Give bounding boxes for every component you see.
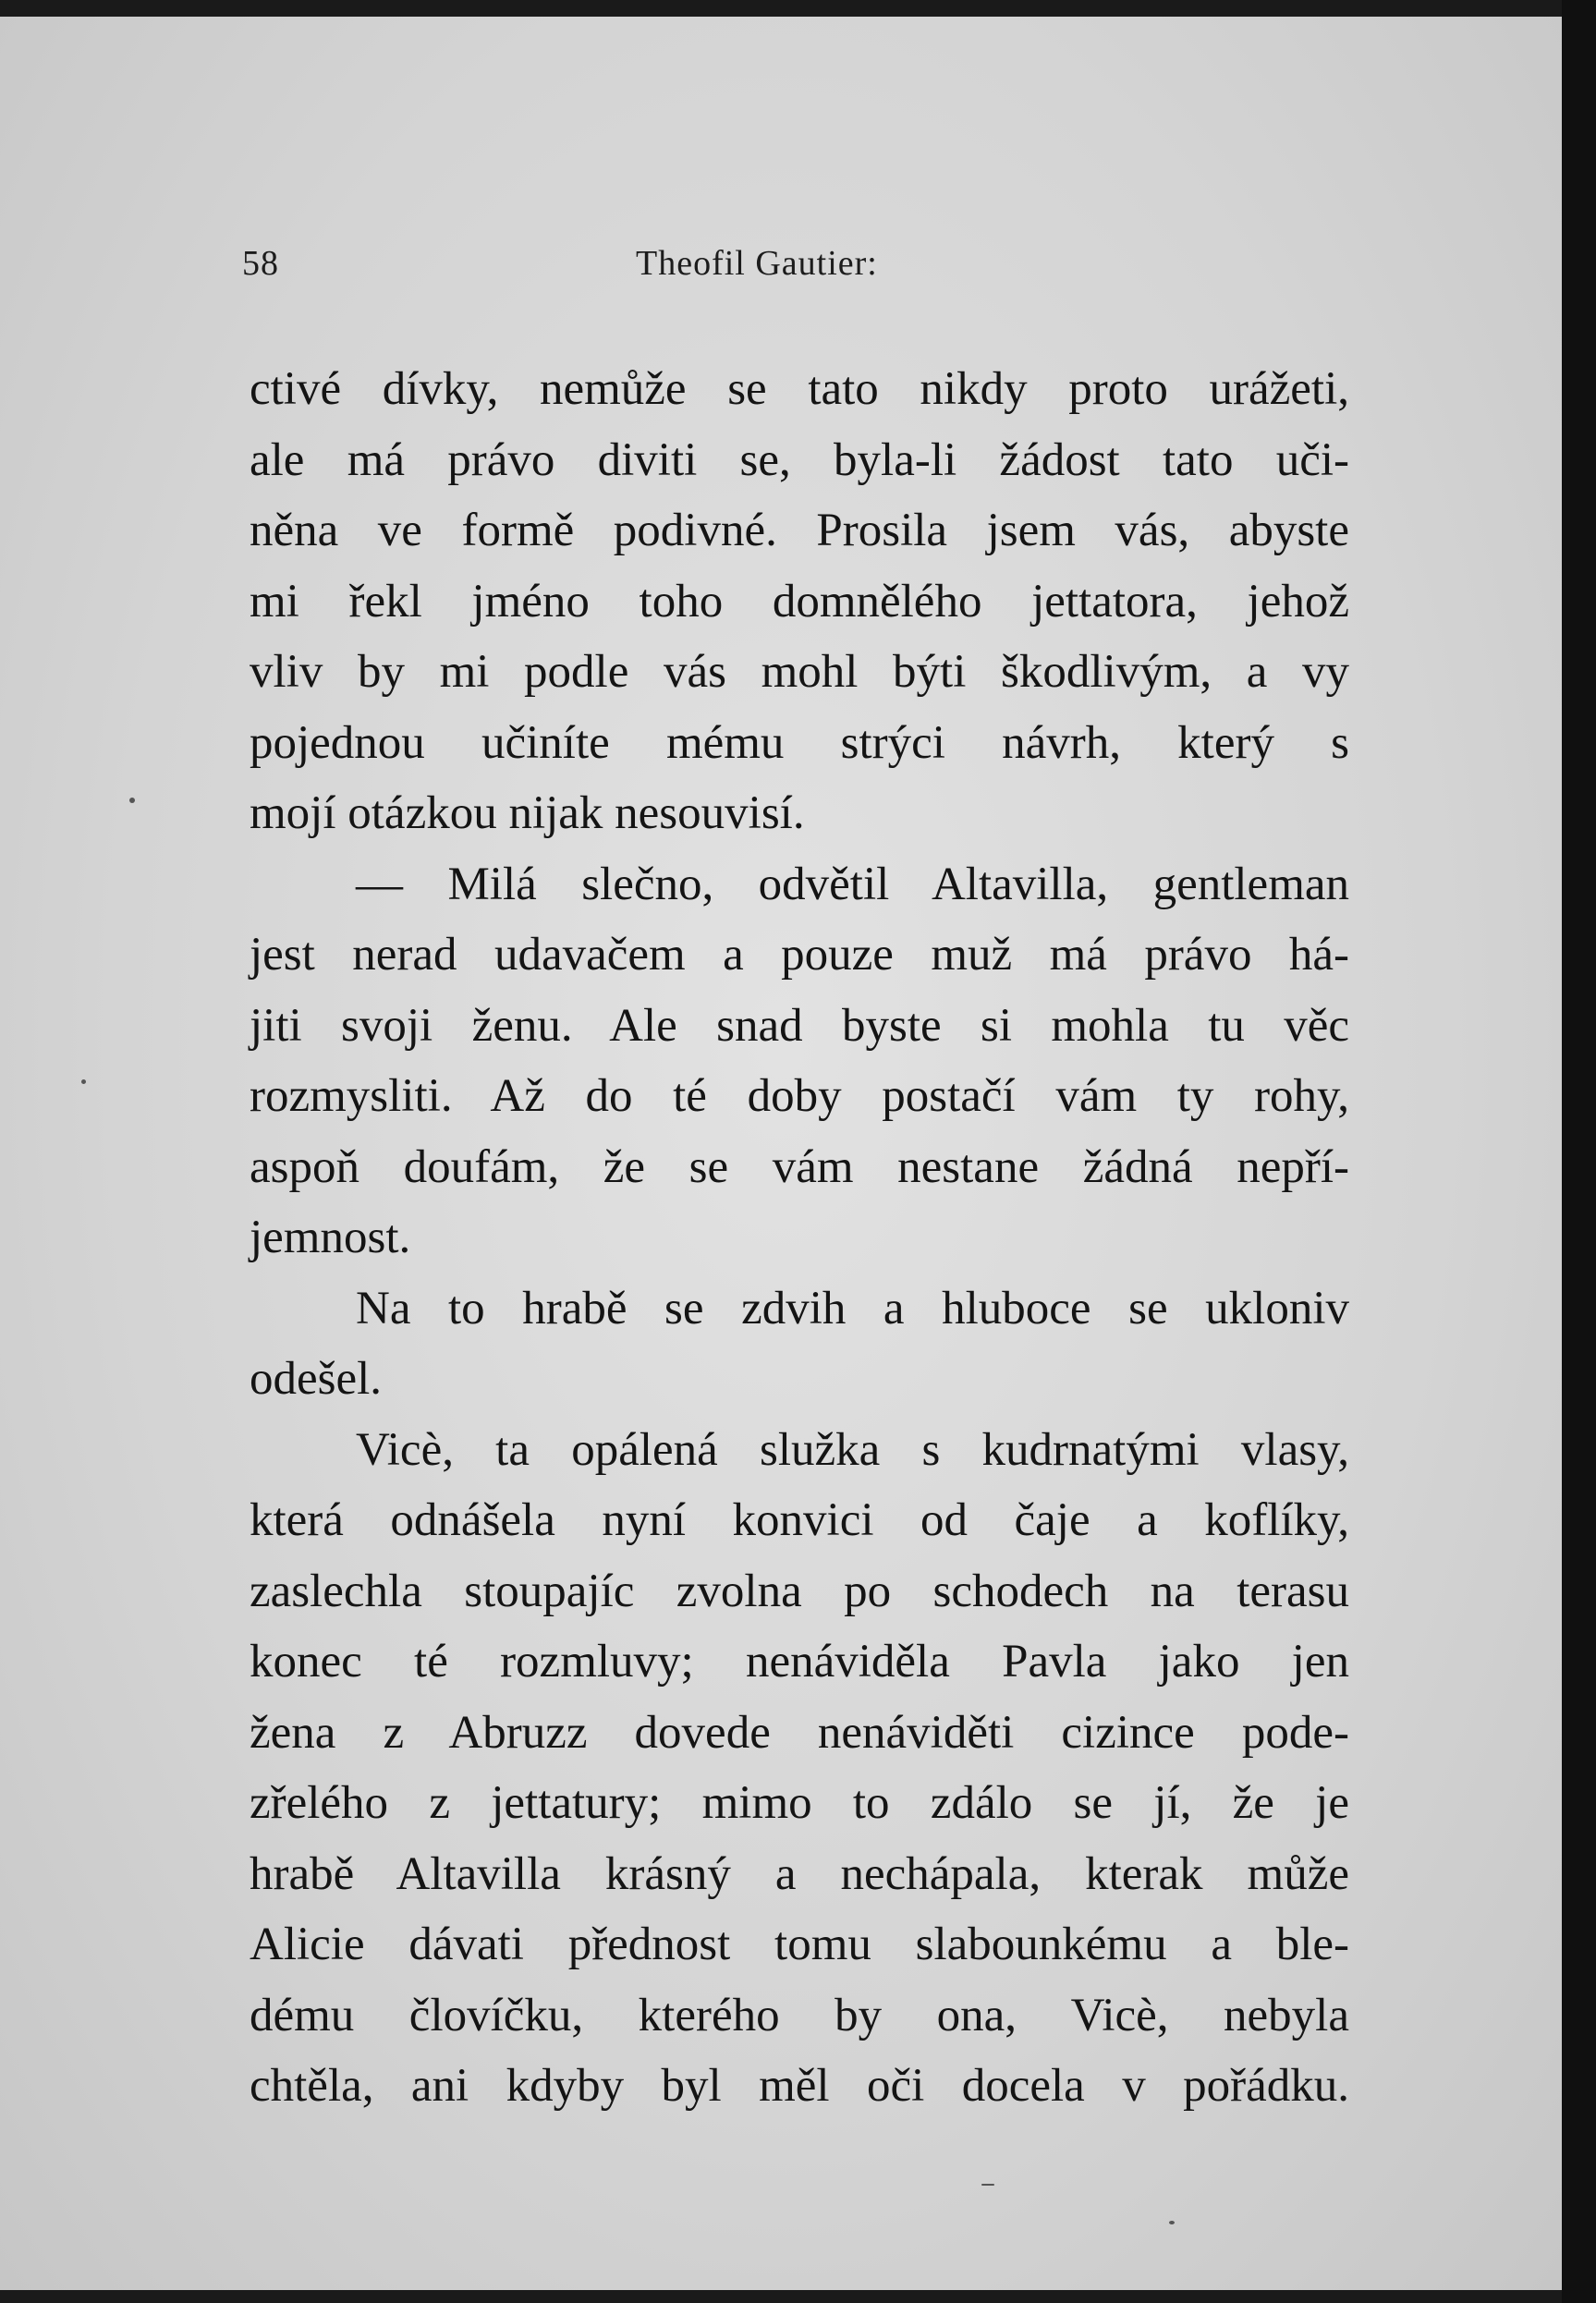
- text-line: odešel.: [250, 1353, 383, 1405]
- text-line: která odnášela nyní konvici od čaje a koflíky,: [250, 1494, 1349, 1546]
- text-line: ctivé dívky, nemůže se tato nikdy proto urážeti,: [250, 363, 1349, 415]
- text-line: ale má právo diviti se, byla-li žádost tato uči-: [250, 433, 1349, 486]
- text-line: něna ve formě podivné. Prosila jsem vás, abyste: [250, 505, 1349, 556]
- text-line: jest nerad udavačem a pouze muž má právo há-: [250, 929, 1349, 981]
- text-line: chtěla, ani kdyby byl měl oči docela v pořádku.: [250, 2060, 1349, 2112]
- text-line: dému človíčku, kterého by ona, Vicè, nebyla: [250, 1989, 1349, 2041]
- paper-speck: [981, 2184, 994, 2186]
- text-line: zřelého z jettatury; mimo to zdálo se jí, že je: [250, 1777, 1349, 1829]
- text-line: — Milá slečno, odvětil Altavilla, gentleman: [356, 858, 1349, 910]
- text-line: mojí otázkou nijak nesouvisí.: [250, 787, 805, 839]
- text-line: Vicè, ta opálená služka s kudrnatými vlasy,: [356, 1423, 1349, 1476]
- text-line: jiti svoji ženu. Ale snad byste si mohla tu věc: [250, 999, 1349, 1052]
- text-line: Alicie dávati přednost tomu slabounkému a ble-: [250, 1919, 1349, 1970]
- paper-speck: [1169, 2221, 1175, 2224]
- book-page: [0, 17, 1567, 2290]
- text-line: jemnost.: [250, 1212, 411, 1263]
- text-line: rozmysliti. Až do té doby postačí vám ty rohy,: [250, 1070, 1349, 1122]
- text-line: žena z Abruzz dovede nenáviděti cizince pode-: [250, 1706, 1349, 1759]
- page-edge-shadow: [1562, 0, 1596, 2303]
- text-line: Na to hrabě se zdvih a hluboce se ukloniv: [356, 1282, 1349, 1334]
- text-line: vliv by mi podle vás mohl býti škodlivým, a vy: [250, 646, 1349, 698]
- text-line: zaslechla stoupajíc zvolna po schodech na terasu: [250, 1565, 1349, 1617]
- running-head: [242, 243, 1351, 289]
- text-line: aspoň doufám, že se vám nestane žádná nepří-: [250, 1140, 1349, 1193]
- text-line: hrabě Altavilla krásný a nechápala, kterak může: [250, 1847, 1349, 1900]
- page-number: 58: [242, 244, 279, 283]
- body-text: [250, 354, 1349, 2122]
- running-title: Theofil Gautier:: [636, 244, 878, 283]
- text-line: mi řekl jméno toho domnělého jettatora, jehož: [250, 575, 1349, 628]
- paper-speck: [129, 798, 135, 803]
- paper-speck: [81, 1079, 86, 1084]
- text-line: pojednou učiníte mému strýci návrh, který s: [250, 716, 1349, 769]
- text-line: konec té rozmluvy; nenáviděla Pavla jako jen: [250, 1636, 1349, 1688]
